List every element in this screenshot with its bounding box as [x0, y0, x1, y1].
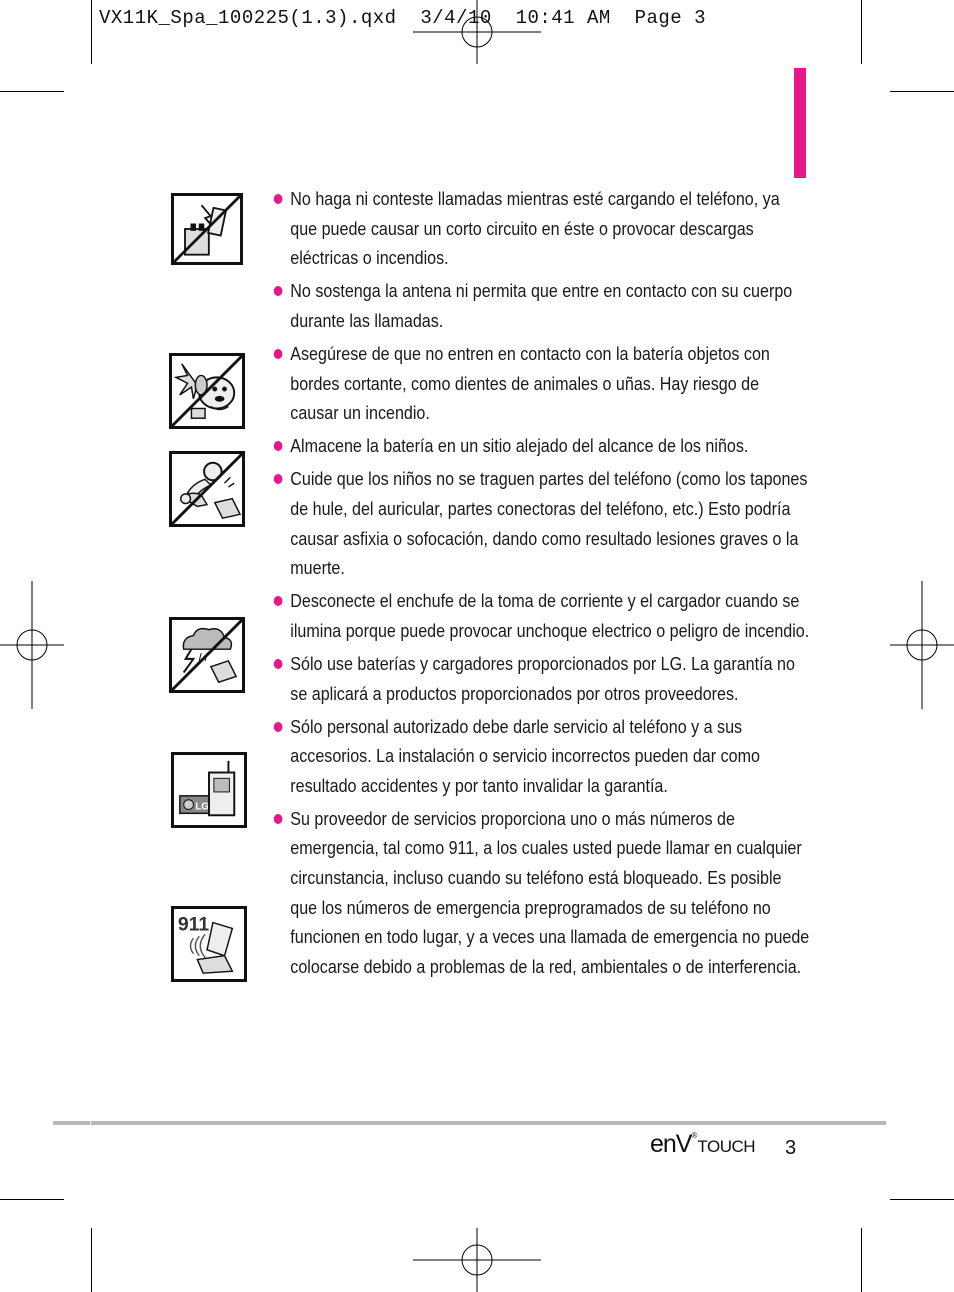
page-number: 3	[785, 1137, 797, 1159]
list-item: Cuide que los niños no se traguen partes del teléfono (como los tapones de hule, del auricular, partes conectoras del teléfono, etc.) Esto podría causar asfixia o sofocación, dando como resultado lesiones graves o la muerte.	[272, 464, 811, 582]
section-tab	[794, 68, 806, 178]
registration-mark-top	[413, 0, 541, 64]
no-call-while-charging-icon	[171, 193, 243, 265]
bullet-dot-icon	[274, 722, 283, 732]
brand-env: enV	[650, 1130, 692, 1158]
list-item: Almacene la batería en un sitio alejado del alcance de los niños.	[272, 431, 811, 461]
safety-list	[272, 184, 810, 985]
bullet-dot-icon	[274, 441, 283, 451]
list-item: Asegúrese de que no entren en contacto con la batería objetos con bordes cortante, como dientes de animales o uñas. Hay riesgo de causar un incendio.	[272, 339, 811, 428]
bullet-dot-icon	[274, 194, 283, 204]
registration-mark-left	[0, 581, 64, 709]
bullet-dot-icon	[274, 814, 283, 824]
bullet-dot-icon	[274, 659, 283, 669]
emergency-number-text: 911	[177, 913, 210, 936]
bullet-dot-icon	[274, 349, 283, 359]
list-item: No sostenga la antena ni permita que entre en contacto con su cuerpo durante las llamadas.	[272, 276, 811, 335]
bullet-dot-icon	[274, 286, 283, 296]
file-slug: VX11K_Spa_100225(1.3).qxd 3/4/10 10:41 AM Page 3	[99, 7, 706, 29]
registration-mark-right	[890, 581, 954, 709]
list-item: Desconecte el enchufe de la toma de corriente y el cargador cuando se ilumina porque puede provocar unchoque electrico o peligro de incendio.	[272, 586, 811, 645]
registration-mark-bottom	[413, 1228, 541, 1292]
list-item: Su proveedor de servicios proporciona uno o más números de emergencia, tal como 911, a los cuales usted puede llamar en cualquier circunstancia, incluso cuando su teléfono está bloqueado. Es posible que los números de emergencia preprogramados de su teléfono no funcionen en todo lugar, y a veces una llamada de emergencia no puede colocarse debido a problemas de la red, ambientales o de interferencia.	[272, 804, 811, 982]
brand-logo	[650, 1130, 755, 1159]
bullet-dot-icon	[274, 474, 283, 484]
bullet-dot-icon	[274, 596, 283, 606]
keep-from-children-icon	[169, 451, 245, 527]
no-animal-teeth-icon	[169, 353, 245, 429]
brand-touch: TOUCH	[697, 1137, 756, 1156]
unplug-in-lightning-icon	[169, 617, 245, 693]
emergency-911-icon	[171, 906, 247, 982]
footer-rule	[91, 1121, 886, 1125]
list-item: Sólo use baterías y cargadores proporcionados por LG. La garantía no se aplicará a productos proporcionados por otros proveedores.	[272, 649, 811, 708]
brand-registered: ®	[691, 1131, 698, 1140]
lg-logo-text: LG	[195, 801, 209, 813]
lg-battery-icon	[171, 752, 247, 828]
list-item: Sólo personal autorizado debe darle servicio al teléfono y a sus accesorios. La instalación o servicio incorrectos pueden dar como resultado accidentes y por tanto invalidar la garantía.	[272, 712, 811, 801]
footer-rule-left	[53, 1121, 90, 1125]
list-item: No haga ni conteste llamadas mientras esté cargando el teléfono, ya que puede causar un corto circuito en éste o provocar descargas eléctricas o incendios.	[272, 184, 811, 273]
